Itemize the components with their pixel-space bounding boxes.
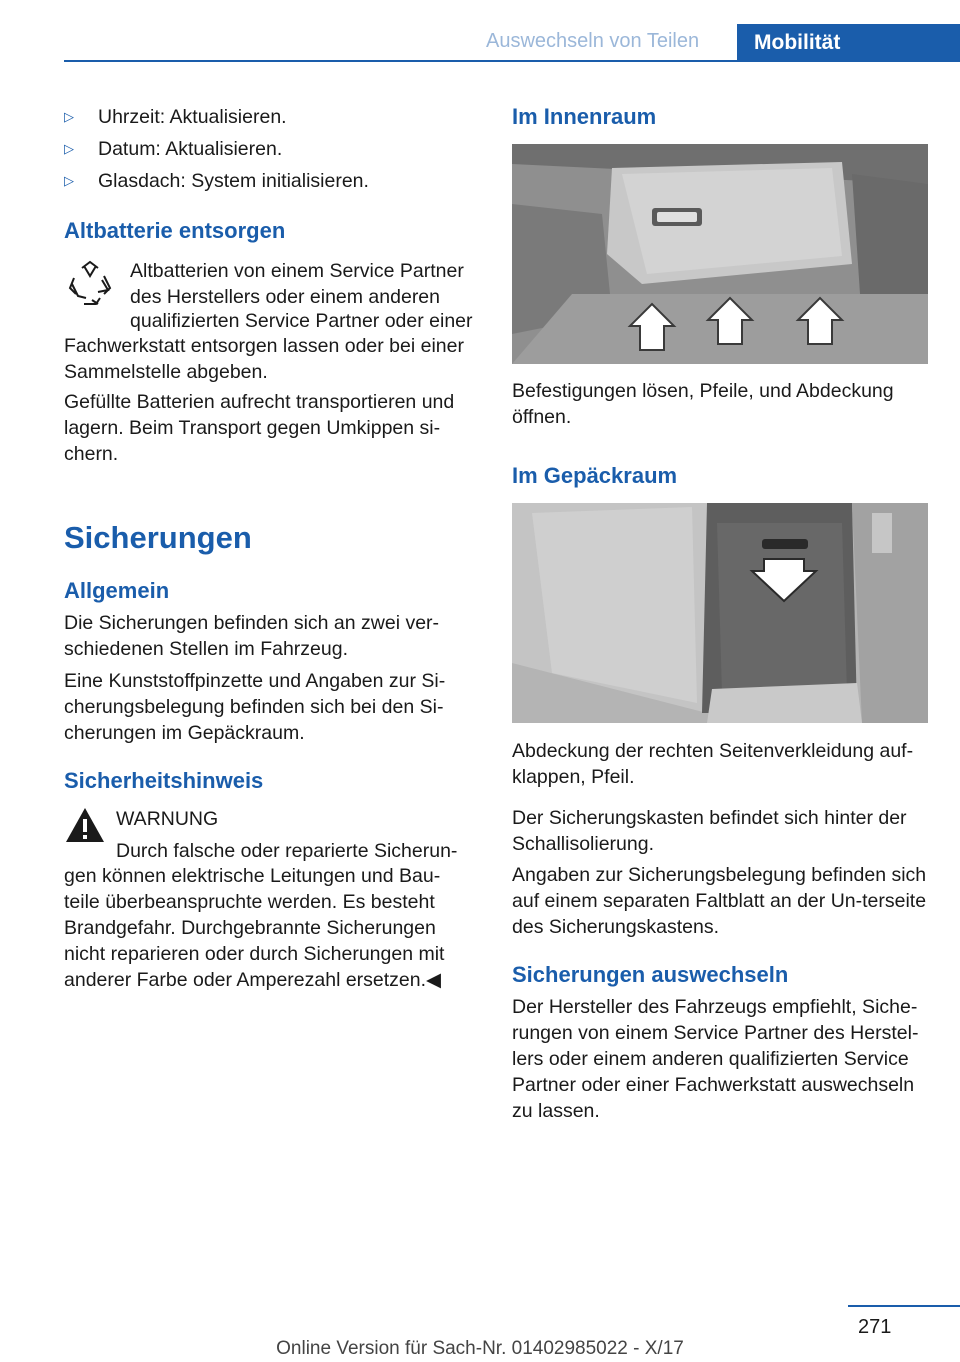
warnung-text-line-1: Durch falsche oder reparierte Sicherun‐ bbox=[116, 840, 458, 862]
list-item: ▷ Datum: Aktualisieren. bbox=[64, 136, 484, 168]
footer-rule bbox=[848, 1305, 960, 1307]
photo-luggage-side-cover bbox=[512, 503, 928, 723]
header-rule bbox=[64, 60, 960, 62]
heading-innenraum: Im Innenraum bbox=[512, 104, 657, 129]
warnung-label: WARNUNG bbox=[116, 808, 219, 830]
heading-allgemein: Allgemein bbox=[64, 578, 170, 603]
altbatterie-text-rest: Fachwerkstatt entsorgen lassen oder bei einer Sammelstelle abgeben. bbox=[64, 335, 464, 383]
allgemein-text-1: Die Sicherungen befinden sich an zwei ver‐schiedenen Stellen im Fahrzeug. bbox=[64, 612, 440, 660]
gepaeckraum-caption: Abdeckung der rechten Seitenverkleidung auf‐klappen, Pfeil. bbox=[512, 740, 914, 788]
running-header-section: Auswechseln von Teilen bbox=[486, 30, 700, 52]
gepaeckraum-text-1: Der Sicherungskasten befindet sich hinter der Schallisolierung. bbox=[512, 807, 907, 855]
heading-sicherheitshinweis: Sicherheitshinweis bbox=[64, 768, 264, 793]
heading-altbatterie: Altbatterie entsorgen bbox=[64, 218, 286, 243]
online-version-note: Online Version für Sach-Nr. 01402985022 - X/17 bbox=[276, 1338, 684, 1359]
altbatterie-text-line-2: des Herstellers oder einem anderen bbox=[130, 286, 441, 308]
triangle-bullet-icon: ▷ bbox=[64, 173, 74, 188]
heading-gepaeckraum: Im Gepäckraum bbox=[512, 463, 678, 488]
innenraum-caption: Befestigungen lösen, Pfeile, und Abdeckung öffnen. bbox=[512, 380, 894, 428]
warnung-text-rest: gen können elektrische Leitungen und Bau‐teile überbeanspruchte werden. Es besteht Brandgefahr. Durchgebrannte Sicherungen nicht reparieren oder durch Sicherungen mit anderer Farbe oder Amperezahl ersetzen.◀ bbox=[64, 865, 445, 991]
auswechseln-text: Der Hersteller des Fahrzeugs empfiehlt, Siche‐rungen von einem Service Partner des Herstel‐lers oder einem anderen qualifizierten Service Partner oder einer Fachwerkstatt auswechseln zu lassen. bbox=[512, 996, 919, 1122]
running-header-chapter-tab: Mobilität bbox=[737, 24, 960, 62]
altbatterie-text-line-1: Altbatterien von einem Service Partner bbox=[130, 260, 464, 282]
bullet-list bbox=[64, 104, 484, 200]
triangle-bullet-icon: ▷ bbox=[64, 141, 74, 156]
allgemein-text-2: Eine Kunststoffpinzette und Angaben zur Si‐cherungsbelegung befinden sich bei den Si‐cherungen im Gepäckraum. bbox=[64, 670, 446, 744]
altbatterie-text-line-3: qualifizierten Service Partner oder einer bbox=[130, 310, 473, 332]
list-item: ▷ Uhrzeit: Aktualisieren. bbox=[64, 104, 484, 136]
recycle-icon bbox=[64, 258, 116, 310]
triangle-bullet-icon: ▷ bbox=[64, 109, 74, 124]
warning-triangle-icon bbox=[64, 806, 106, 844]
heading-sicherungen-auswechseln: Sicherungen auswechseln bbox=[512, 962, 789, 987]
altbatterie-text-2: Gefüllte Batterien aufrecht transportieren und lagern. Beim Transport gegen Umkippen si‐chern. bbox=[64, 391, 455, 465]
page-number: 271 bbox=[858, 1316, 892, 1338]
list-item: ▷ Glasdach: System initialisieren. bbox=[64, 168, 484, 200]
heading-sicherungen: Sicherungen bbox=[64, 520, 252, 555]
gepaeckraum-text-2: Angaben zur Sicherungsbelegung befinden sich auf einem separaten Faltblatt an der Un‐terseite des Sicherungskastens. bbox=[512, 864, 927, 938]
photo-glovebox-fuse-cover bbox=[512, 144, 928, 364]
